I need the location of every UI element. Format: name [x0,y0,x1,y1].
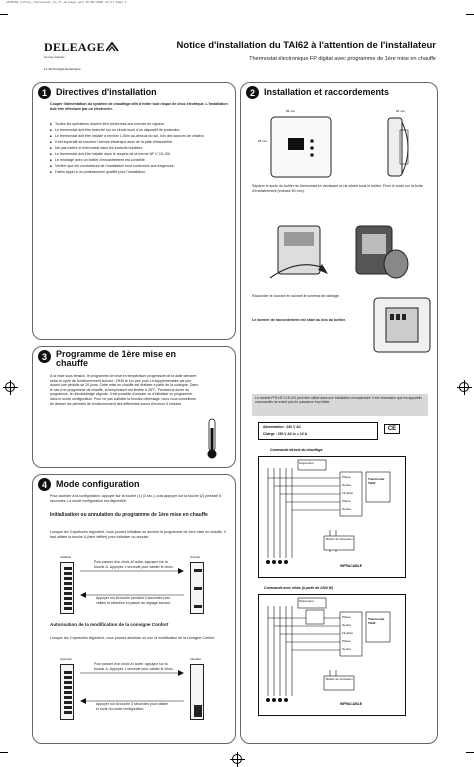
diagram-2-infracable: INFRACABLE [340,702,363,706]
col-label-init: Initiation [60,555,72,559]
install-note-2: Raccorder le courant en suivant le schéma de câblage. [252,294,340,298]
unit-back-drawing [372,296,432,354]
section-1-intro: Couper l'alimentation du système de chauffage afin d'éviter tout risque de choc électrique. L'installation doit être effectuée par un électricien. [50,102,228,111]
power-line-1: Alimentation : 230 V AC [263,425,302,429]
warning-text: Le modèle FPA NF C15-100 peut être utilisé dans une installation monophasée. Il est nécessaire que les appareils commandés ne soient pas de puissance trop faible. [255,396,422,405]
dimension-width: 86 mm [286,109,296,113]
mounting-drawing-right [348,218,414,286]
dimension-depth: 26 mm [396,109,406,113]
lcd-display-right [190,562,204,614]
list-item: ■ Vérifier que les conducteurs de l'installation sont conformes aux exigences. [50,164,230,169]
brand-tagline: La Technologie Ecolectique [44,67,81,71]
lcd-display-right-2 [190,664,204,720]
diagram-2-label-neutre2: Neutre [342,647,352,651]
section-3-body: À la mise sous tension, le programme de mise en température progressive de la dalle démarre selon le cycle de fonctionnement suivant : 2H30 le 1er jour, puis 1h supplémentaire par jour durant une période de 20 jours. Cette mise en chauffe est réalisée à partir de la consigne. Dans le cas d'un programme de chauffe, la température est limitée à 28°C. Pendant la durée du programme, le rétroéclairage clignote. Il est possible d'annuler ou d'initialiser ce programme dans le mode configuration. Pour ne pas solliciter la fonction délestage, nous vous conseillons de déviser les périodes de fonctionnement des différentes zones d'environ 5 minutes. [50,374,198,406]
ce-mark: CE [384,424,400,434]
col-label-deny: Interdire [190,657,202,661]
power-line-2: Charge : 230 V AC Ie = 10 A [263,432,307,436]
brand-group: Groupe Atlantic [44,55,65,59]
section-4-heading [38,478,140,491]
diagram-2-label-phase2: Phase [342,639,351,643]
print-slug: 2196591_notice_thermostat_fp_fr_deleage.qxd 15/06/2009 12:17 Page 1 [6,1,127,4]
section-3-number: 3 [38,350,51,363]
power-rating-box [258,422,378,440]
diagram-2-label-fp: Fil pilote [342,631,354,635]
diagram-1-label-phase2: Phase [342,499,351,503]
list-item: ■ Faites appel à un professionnel qualifié pour l'installation. [50,170,230,175]
brand-mark-icon [106,41,119,52]
hint-3: Pour passer d'un choix à l'autre, appuyez sur la touche Δ. Appuyez 1 seconde pour valider le choix. [94,662,174,671]
lcd-display-left [60,562,74,614]
hint-1: Pour passer d'un choix à l'autre, appuyez sur la touche Δ. Appuyez 1 seconde pour valider le choix. [94,560,174,569]
section-1-panel [32,82,236,340]
diagram-2-disj: Disjoncteur [299,599,315,603]
diagram-1-title: Commande directe du chauffage [270,448,323,452]
crop-mark-tr [466,14,474,15]
diagram-2-bottom: Boîtier de dérivation [326,677,353,681]
document-subtitle: Thermostat électronique FP digital avec programme de 1ère mise en chauffe [249,56,436,62]
section-1-heading [38,86,157,99]
registration-mark-left [5,382,15,392]
diagram-1-right: Thermostat Tai62 [368,477,385,485]
section-2-title: Installation et raccordements [264,87,390,97]
section-1-list [50,122,230,176]
document-title: Notice d'installation du TAI62 à l'attention de l'installateur [176,40,436,51]
diagram-2-title: Commande avec relais (à partir de 2300 W) [264,586,333,590]
diagram-1-bottom: Boîtier de dérivation [326,537,353,541]
list-item: ■ Le thermostat doit être branché sur un circuit muni d'un dispositif de protection. [50,128,230,133]
section-3-title: Programme de 1ère mise en chauffe [56,349,177,368]
crop-mark-bl [0,752,8,753]
section-4-sub1-title: Initialisation ou annulation du programme de 1ère mise en chauffe [50,512,208,518]
diagram-1-disj: Disjoncteur [299,461,315,465]
diagram-1-infracable: INFRACABLE [340,564,363,568]
install-note-3: Le bornier de raccordement est situé au dos du boîtier. [252,318,346,322]
diagram-2-wires [260,596,404,714]
section-2-number: 2 [246,86,259,99]
diagram-2-label-neutre: Neutre [342,623,352,627]
registration-mark-bottom [232,754,242,764]
section-4-sub1-body: Lorsque les 3 symboles clignotent, vous pouvez initialiser ou annuler le programme de 1ère mise en chauffe. Il faut utiliser la touche Δ (faire défiler) pour initialiser ou annuler. [50,530,226,539]
section-4-intro: Pour accéder à la configuration, appuyer sur la touche (1) (3 sec.), puis appuyer sur la touche (2) pendant 5 secondes. Le mode configuration est disponible. [50,494,222,503]
list-item: ■ Le thermostat doit être installé dans le respect de la norme NF C 15-100. [50,152,230,157]
section-2-heading [246,86,389,99]
install-note-1: Séparer le socle du boîtier du thermostat en dévissant la vis située sous le boîtier. Fixer le socle sur la boîte d'encastrement (entraxe 60 mm). [252,184,423,193]
list-item: ■ Il est impératif de boucher l'arrivée électrique avec de la pâte d'étanchéité. [50,140,230,145]
section-4-sub2-body: Lorsque les 2 symboles clignotent, vous pouvez autoriser ou non la modification de la consigne Confort. [50,636,216,640]
diagram-1-label-neutre2: Neutre [342,507,352,511]
section-4-title: Mode configuration [56,479,140,489]
hint-2: Appuyer sur la touche pendant 3 secondes pour valider la sélection et passer au réglage suivant. [96,596,171,605]
diagram-2-label-phase: Phase [342,615,351,619]
hint-4: Appuyer sur la touche 3 secondes pour valider et sortir du mode configuration. [96,702,169,711]
diagram-1-label-fp: Fil pilote [342,491,354,495]
registration-mark-right [459,382,469,392]
crop-mark-tl [0,14,8,15]
warning-band [252,394,428,416]
lcd-display-left-2 [60,664,74,720]
section-3-heading [38,350,218,368]
section-4-sub2-title: Autorisation de la modification de la consigne Confort [50,622,169,627]
crop-mark-br [466,752,474,753]
diagram-1-label-neutre: Neutre [342,483,352,487]
thermometer-icon [205,418,219,460]
col-label-allow: Autoriser [60,657,73,661]
col-label-cancel: Annuler [190,555,201,559]
diagram-1-label-phase: Phase [342,475,351,479]
brand-logo [44,40,128,71]
list-item: ■ Toutes les opérations doivent être conformes aux normes en vigueur. [50,122,230,127]
brand-name: DELEAGE [44,40,105,54]
section-4-number: 4 [38,478,51,491]
list-item: ■ Le thermostat doit être installé à environ 1,50m au-dessus du sol, loin des sources de chaleur. [50,134,230,139]
section-1-number: 1 [38,86,51,99]
dimension-height: 86 mm [258,139,268,143]
section-1-title: Directives d'installation [56,87,157,97]
mounting-drawing-left [268,218,344,286]
diagram-2-right: Thermostat Tai62 [368,617,385,625]
diagram-1-wires [260,458,404,576]
thermostat-side-drawing [380,116,420,182]
list-item: ■ Ne pas mettre le thermostat dans les endroits humides. [50,146,230,151]
list-item: ■ Le montage avec un boîtier d'encastrement est conseillé. [50,158,230,163]
thermostat-front-drawing [270,116,332,178]
